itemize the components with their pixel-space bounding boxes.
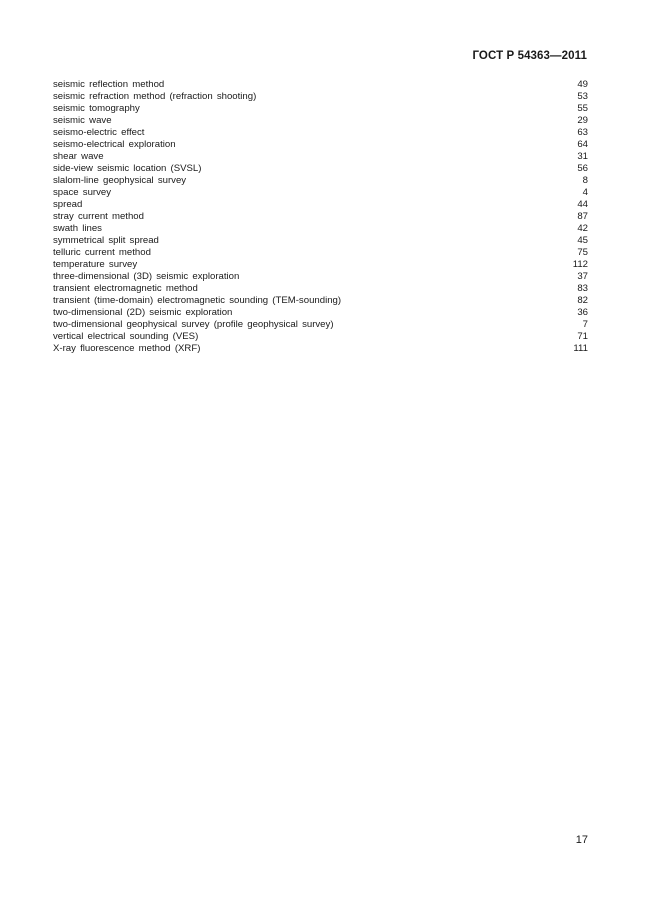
- index-page-ref: 111: [573, 343, 588, 354]
- index-term: seismo-electrical exploration: [53, 139, 176, 150]
- index-term: spread: [53, 199, 83, 210]
- index-page-ref: 36: [577, 307, 588, 318]
- index-page-ref: 29: [577, 115, 588, 126]
- index-term: seismic wave: [53, 115, 112, 126]
- index-term: seismic refraction method (refraction shooting): [53, 91, 257, 102]
- index-page-ref: 4: [582, 187, 588, 198]
- index-term: swath lines: [53, 223, 102, 234]
- index-entry: [53, 115, 588, 127]
- index-page-ref: 37: [577, 271, 588, 282]
- index-entry: [53, 91, 588, 103]
- index-page-ref: 64: [577, 139, 588, 150]
- index-term: seismo-electric effect: [53, 127, 145, 138]
- index-page-ref: 87: [577, 211, 588, 222]
- index-page-ref: 49: [577, 79, 588, 90]
- index-entry: [53, 151, 588, 163]
- index-term: slalom-line geophysical survey: [53, 175, 187, 186]
- index-entry: [53, 79, 588, 91]
- index-entry: [53, 295, 588, 307]
- index-term: side-view seismic location (SVSL): [53, 163, 202, 174]
- index-entry: [53, 247, 588, 259]
- index-term: seismic reflection method: [53, 79, 165, 90]
- index-entry: [53, 283, 588, 295]
- index-entry: [53, 211, 588, 223]
- index-page-ref: 45: [577, 235, 588, 246]
- page-number: 17: [575, 834, 588, 846]
- index-entry: [53, 235, 588, 247]
- index-page-ref: 53: [577, 91, 588, 102]
- index-term: temperature survey: [53, 259, 138, 270]
- index-entry: [53, 163, 588, 175]
- index-term: seismic tomography: [53, 103, 140, 114]
- index-page-ref: 71: [577, 331, 588, 342]
- index-term: symmetrical split spread: [53, 235, 159, 246]
- index-page-ref: 31: [577, 151, 588, 162]
- index-term: telluric current method: [53, 247, 151, 258]
- index-term: transient (time-domain) electromagnetic sounding (TEM-sounding): [53, 295, 342, 306]
- index-page-ref: 55: [577, 103, 588, 114]
- index-entry: [53, 259, 588, 271]
- index-entry: [53, 319, 588, 331]
- index-entry: [53, 127, 588, 139]
- index-entry: [53, 103, 588, 115]
- index-page-ref: 42: [577, 223, 588, 234]
- index-page-ref: 82: [577, 295, 588, 306]
- index-term: two-dimensional (2D) seismic exploration: [53, 307, 233, 318]
- index-entry: [53, 175, 588, 187]
- index-entry: [53, 223, 588, 235]
- index-page-ref: 7: [582, 319, 588, 330]
- index-entry: [53, 187, 588, 199]
- index-term: shear wave: [53, 151, 104, 162]
- index-term: transient electromagnetic method: [53, 283, 198, 294]
- index-page-ref: 63: [577, 127, 588, 138]
- index-entry: [53, 343, 588, 355]
- index-entry: [53, 139, 588, 151]
- index-entry: [53, 331, 588, 343]
- index-page-ref: 8: [582, 175, 588, 186]
- index-term: three-dimensional (3D) seismic exploration: [53, 271, 240, 282]
- index-page-ref: 44: [577, 199, 588, 210]
- index-entry: [53, 307, 588, 319]
- index-page-ref: 83: [577, 283, 588, 294]
- index-page-ref: 112: [572, 259, 588, 270]
- index-term: stray current method: [53, 211, 144, 222]
- index-entry: [53, 271, 588, 283]
- index-term: space survey: [53, 187, 112, 198]
- index-list: [53, 79, 588, 355]
- index-page-ref: 75: [577, 247, 588, 258]
- index-term: vertical electrical sounding (VES): [53, 331, 199, 342]
- page-header-standard-code: ГОСТ Р 54363—2011: [472, 50, 587, 62]
- index-entry: [53, 199, 588, 211]
- index-page-ref: 56: [577, 163, 588, 174]
- index-term: two-dimensional geophysical survey (profile geophysical survey): [53, 319, 334, 330]
- index-term: X-ray fluorescence method (XRF): [53, 343, 201, 354]
